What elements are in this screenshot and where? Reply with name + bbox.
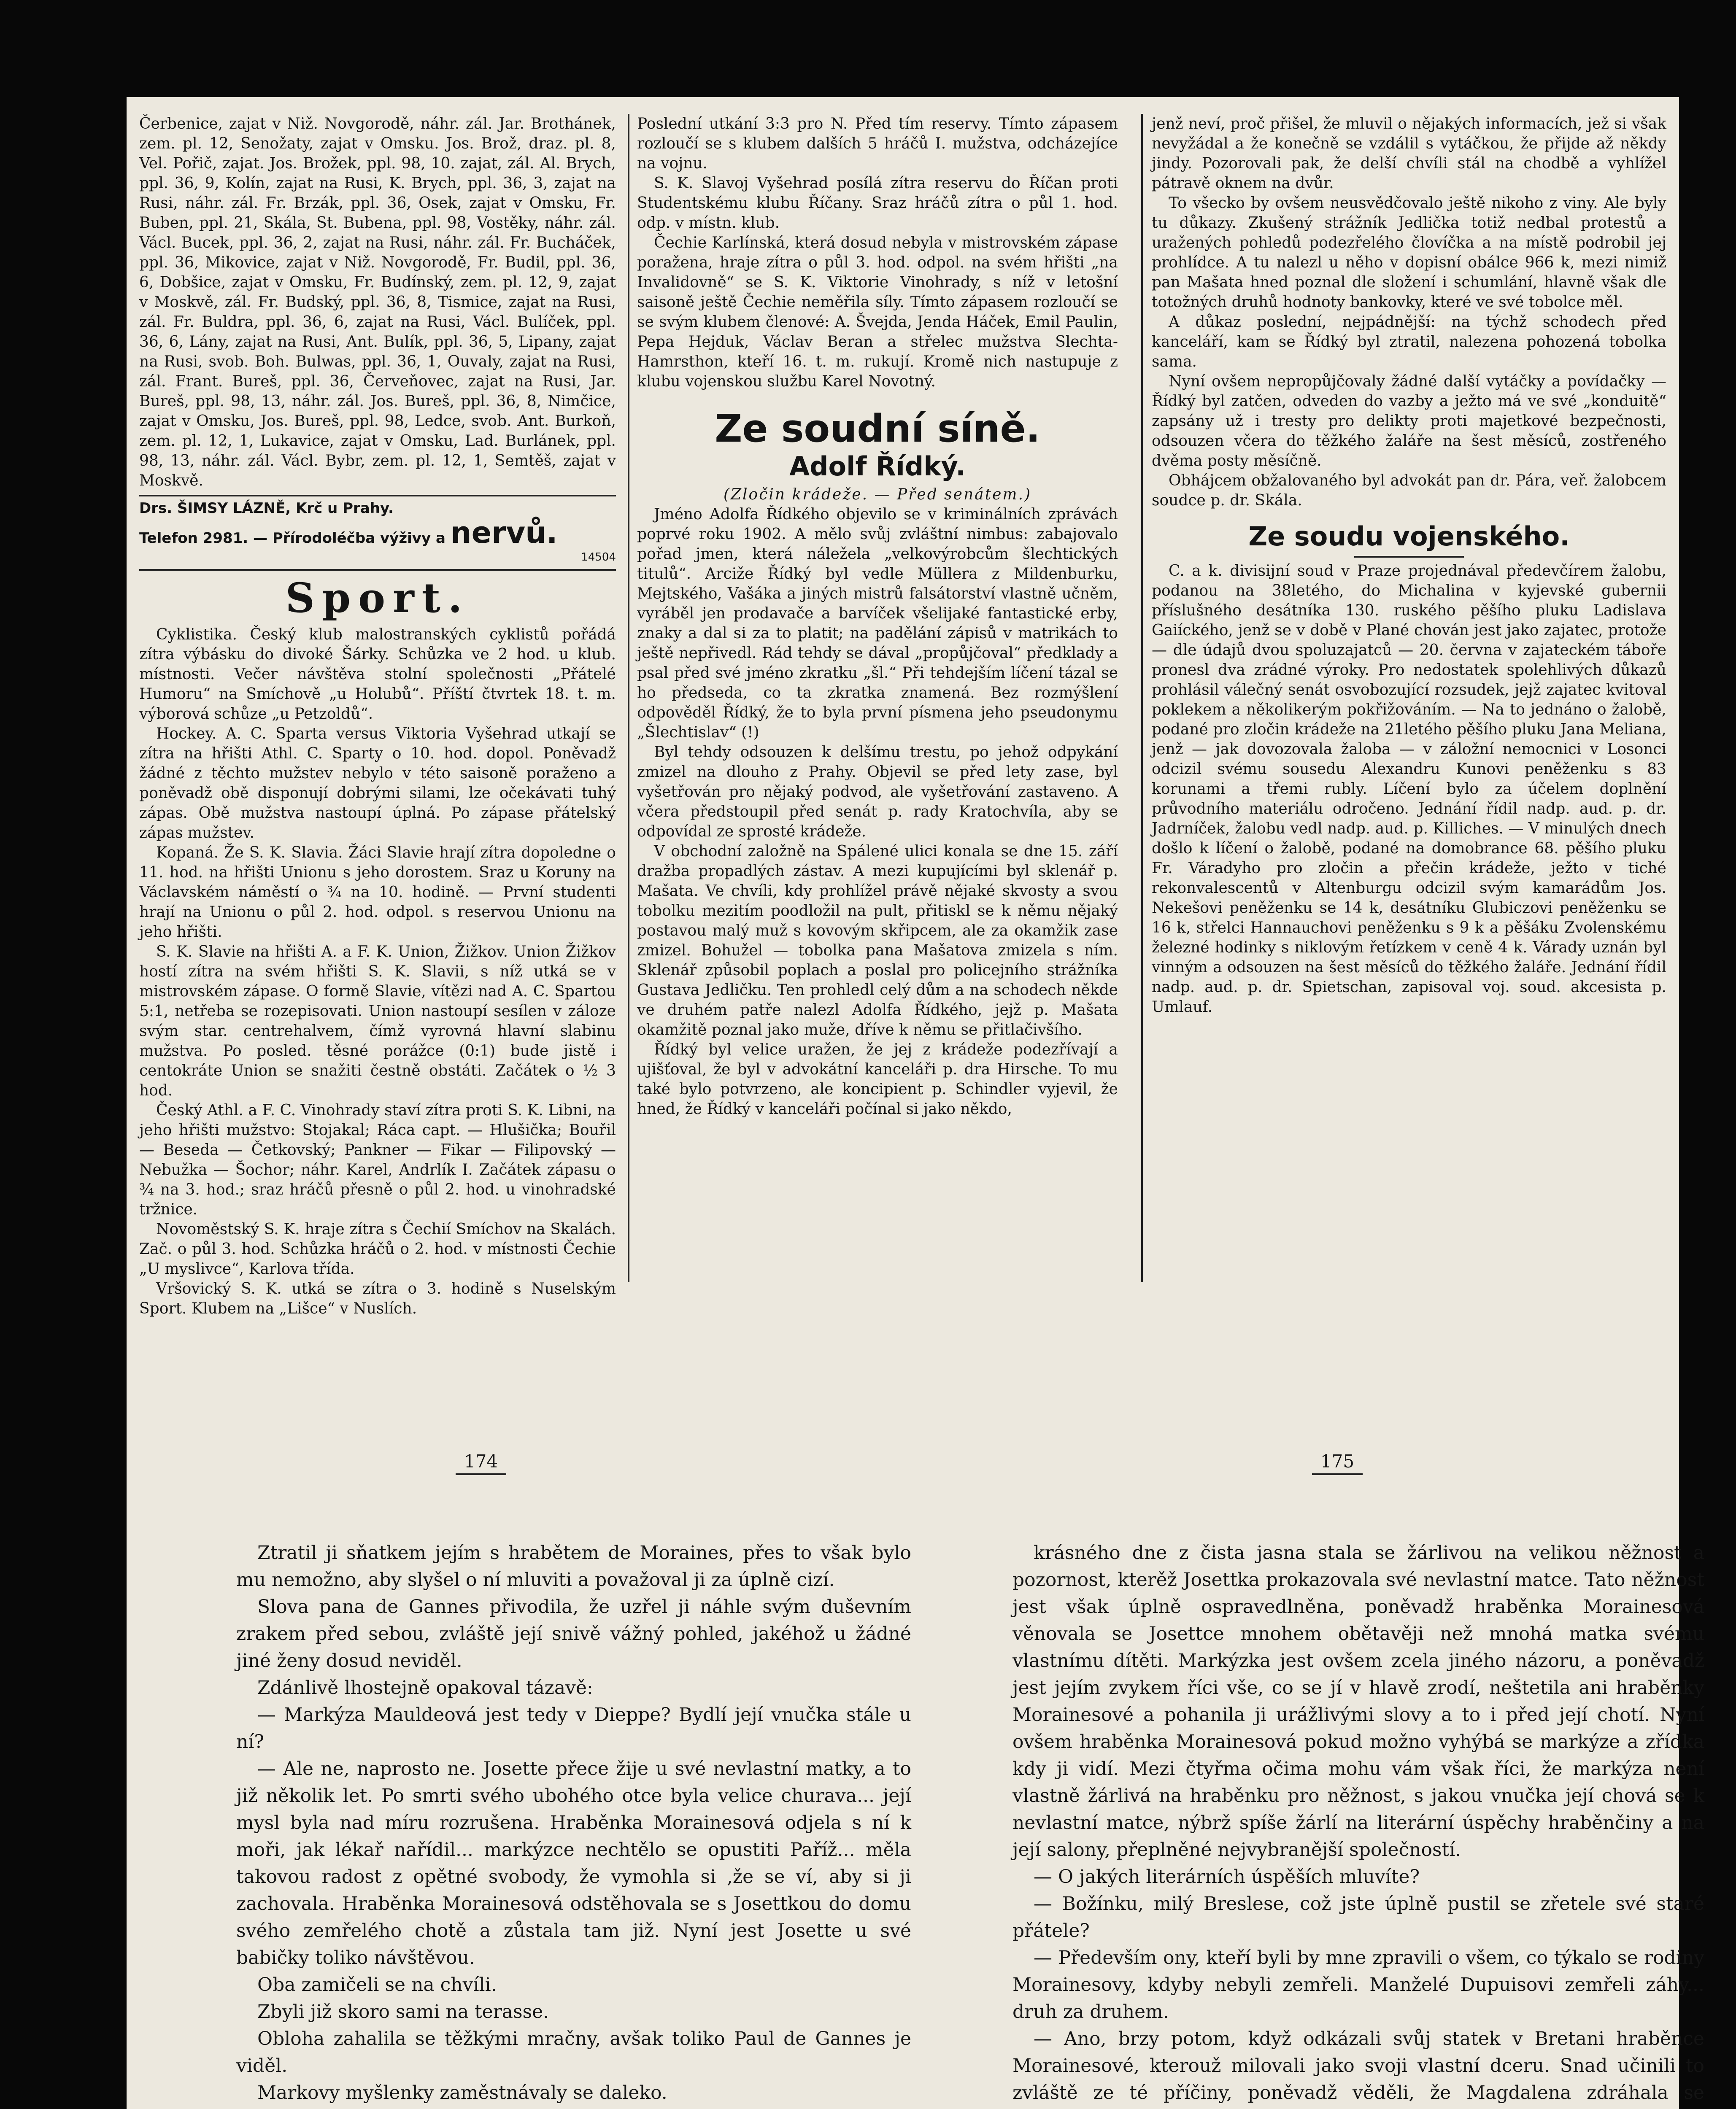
article-paragraph: Jméno Adolfa Řídkého objevilo se v kriminálních zprávách poprvé roku 1902. A mělo svůj zvláštní nimbus: zabajovalo pořad jmen, která náležela „velkovýrobcům šlechtických titulů“. Arciže Řídký byl vedle Müllera z Mildenburku, Mejtského, Vašáka a jiných mistrů falsátorství vlastně učněm, vyráběl jen prodavače a barvíček všelijaké fantastické erby, znaky a dal si za to platit; na padělání zápisů v matrikách to ještě nepřivedl. Rád tehdy se dával „propůjčoval“ předklady a psal před své jméno zkratku „šl.“ Při tehdejším líčení tázal se ho předseda, co ta zkratka znamená. Bez rozmýšlení odpověděl Řídký, že to byla první písmena jeho pseudonymu „Šlechtislav“ (!) [637, 506, 1118, 741]
article-paragraph: Poslední utkání 3:3 pro N. Před tím reservy. Tímto zápasem rozloučí se s klubem dalších 5 hráčů I. mužstva, odcházejíce na vojnu. [637, 115, 1118, 172]
sport-paragraph: Cyklistika. Český klub malostranských cyklistů pořádá zítra výbásku do divoké Šárky. Schůzka ve 2 hod. u klub. místnosti. Večer návštěva stolní společnosti „Přátelé Humoru“ na Smíchově „u Holubů“. Příští čtvrtek 18. t. m. výborová schůze „u Petzoldů“. [139, 626, 616, 723]
newspaper-upper-section [139, 114, 1666, 1358]
page-number-right [1312, 1451, 1363, 1475]
page-number-left [456, 1451, 506, 1475]
novel-paragraph: Zbyli již skoro sami na terasse. [257, 2001, 549, 2023]
column-3 [1152, 114, 1666, 1017]
sport-paragraph: Vršovický S. K. utká se zítra o 3. hodině s Nuselským Sport. Klubem na „Lišce“ v Nuslích. [139, 1280, 616, 1317]
advertisement [139, 495, 616, 571]
article-paragraph: Obhájcem obžalovaného byl advokát pan dr. Pára, veř. žalobcem soudce p. dr. Skála. [1152, 472, 1666, 509]
sport-paragraph: Hockey. A. C. Sparta versus Viktoria Vyšehrad utkají se zítra na hřišti Athl. C. Sparty o 10. hod. dopol. Poněvadž žádné z těchto mužstev nebylo v této saisoně poraženo a poněvadž obě disponují dobrými silami, lze očekávati tuhý zápas. Obě mužstva nastoupí úplná. Po zápase přátelský zápas mužstev. [139, 725, 616, 841]
casualty-list: Čerbenice, zajat v Niž. Novgorodě, náhr. zál. Jar. Brothánek, zem. pl. 12, Senožaty, zajat v Omsku. Jos. Brož, draz. pl. 8, Vel. Pořič, zajat. Jos. Brožek, ppl. 98, 10. zajat, zál. Al. Brych, ppl. 36, 9, Kolín, zajat na Rusi, K. Brych, ppl. 36, 3, zajat na Rusi, náhr. zál. Fr. Brzák, ppl. 36, Osek, zajat v Omsku, Fr. Buben, ppl. 21, Skála, St. Bubena, ppl. 98, Vostěky, náhr. zál. Václ. Bucek, ppl. 36, 2, zajat na Rusi, náhr. zál. Fr. Bucháček, ppl. 36, Mikovice, zajat v Niž. Novgorodě, Fr. Budil, ppl. 36, 6, Dobšice, zajat v Omsku, Fr. Budínský, zem. pl. 12, 9, zajat v Moskvě, zál. Fr. Budský, ppl. 36, 8, Tismice, zajat na Rusi, zál. Fr. Buldra, ppl. 36, 6, zajat na Rusi, Václ. Bulíček, ppl. 36, 6, Lány, zajat na Rusi, Ant. Bulík, ppl. 36, 5, Lipany, zajat na Rusi, svob. Boh. Bulwas, ppl. 36, 1, Ouvaly, zajat na Rusi, zál. Frant. Bureš, ppl. 36, Červeňovec, zajat na Rusi, Jar. Bureš, ppl. 98, 13, náhr. zál. Jos. Bureš, ppl. 36, 8, Nimčice, zajat v Omsku, Jos. Bureš, ppl. 98, Ledce, svob. Ant. Burkoň, zem. pl. 12, 1, Lukavice, zajat v Omsku, Lad. Burlánek, ppl. 98, 13, náhr. zál. Václ. Bybr, zem. pl. 12, 1, Semtěš, zajat v Moskvě. [139, 115, 616, 489]
sport-paragraph: Novoměstský S. K. hraje zítra s Čechií Smíchov na Skalách. Zač. o půl 3. hod. Schůzka hráčů o 2. hod. v místnosti Čechie „U myslivce“, Karlova třída. [139, 1221, 616, 1278]
column-divider [628, 114, 629, 1282]
novel-paragraph: — Především ony, kteří byli by mne zpravili o všem, co týkalo se rodiny Morainesovy, kdyby nebyli zemřeli. Manželé Dupuisovi zemřeli záhy... druh za druhem. [1012, 1947, 1704, 2023]
article-paragraph: C. a k. divisijní soud v Praze projednával předevčírem žalobu, podanou na 38letého, do Michalina v kyjevské gubernii příslušného desátníka 130. ruského pěšího pluku Ladislava Gaiíckého, jenž se v době v Plané chován jest jako zajatec, protože — dle údajů dvou spoluzajatců — 20. června v zajateckém táboře pronesl dva zrádné výroky. Pro nedostatek spolehlivých důkazů prohlásil válečný senát osvobozující rozsudek, jejž zajatec kvitoval poklekem a několikerým pokřižováním. — Na to jednáno o žalobě, podané pro zločin krádeže na 21letého pěšího pluku Jana Meliana, jenž — jak dovozovala žaloba — v záložní nemocnici v Losonci odcizil svému sousedu Alexandru Kunovi peněženku s 83 korunami a třemi rubly. Líčení bylo za účelem doplnění průvodního materiálu odročeno. Jednání řídil nadp. aud. p. dr. Jadrníček, žalobu vedl nadp. aud. p. Killiches. — V minulých dnech došlo k líčení o žalobě, podané na domobrance 68. pěšího pluku Fr. Váradyho pro zločin a přečin krádeže, ježto v tiché rekonvalescentů v Altenburgu odcizil svým kamarádům Jos. Nekešovi peněženku se 14 k, desátníku Glubiczovi peněženku se 16 k, střelci Hannauchovi peněženku s 9 k a pěšáku Zvolenskému železné hodinky s niklovým řetízkem v ceně 4 k. Várady uznán byl vinným a odsouzen na šest měsíců do těžkého žaláře. Jednání řídil nadp. aud. p. dr. Spietschan, zapisoval voj. soud. akcesista p. Umlauf. [1152, 562, 1666, 1016]
ad-code: 14504 [581, 551, 616, 564]
page-number-right-text: 175 [1312, 1451, 1363, 1475]
sport-paragraph: Český Athl. a F. C. Vinohrady staví zítra proti S. K. Libni, na jeho hřišti mužstvo: Stojakal; Ráca capt. — Hlušička; Bouřil — Beseda — Četkovský; Pankner — Fikar — Filipovský — Nebužka — Šochor; náhr. Karel, Andrlík I. Začátek zápasu o ¾ na 3. hod.; sraz hráčů přesně o půl 2. hod. u vinohradské tržnice. [139, 1102, 616, 1218]
military-court-heading-text: Ze soudu vojenského. [1248, 521, 1570, 552]
article-paragraph: Řídký byl velice uražen, že jej z krádeže podezřívají a ujišťoval, že byl v advokátní kanceláři p. dra Hirsche. To mu také bylo potvrzeno, ale koncipient p. Schindler vyjevil, že hned, že Řídký v kanceláři počínal si jako někdo, [637, 1041, 1118, 1118]
novel-paragraph: Zdánlivě lhostejně opakoval tázavě: [257, 1677, 593, 1699]
article-title: Adolf Řídký. [789, 451, 966, 482]
article-paragraph: jenž neví, proč přišel, že mluvil o nějakých informacích, jež si však nevyžádal a že konečně se vzdálil s vytáčkou, že přijde až někdy jindy. Pozorovali pak, že delší chvíli stál na chodbě a vyhlížel pátravě oknem na dvůr. [1152, 115, 1666, 192]
article-paragraph: To všecko by ovšem neusvědčovalo ještě nikoho z viny. Ale byly tu důkazy. Zkušený strážník Jedlička totiž nedbal protestů a uražených pohledů podezřelého človíčka a na místě podrobil jej prohlídce. A tu nalezl u něho v dopisní obálce 966 k, mezi nimiž pan Mašata hned poznal dle složení i schumlání, hlavně však dle totožných druhů hodnoty bankovky, které ve své tobolce měl. [1152, 194, 1666, 311]
court-section-heading: Ze soudní síně. [715, 407, 1040, 451]
novel-paragraph: — O jakých literárních úspěších mluvíte? [1034, 1866, 1420, 1888]
novel-paragraph: krásného dne z čista jasna stala se žárlivou na velikou něžnost a pozornost, kterěž Josettka prokazovala své nevlastní matce. Tato něžnost jest však úplně ospravedlněna, poněvadž hraběnka Morainesová věnovala se Josettce mnohem obětavěji než mnohá matka svému vlastnímu dítěti. Markýzka jest ovšem zcela jiného názoru, a poněvadž jest jejím zvykem říci vše, co se jí v hlavě zrodí, neštetila ani hraběnky Morainesové a pohanila ji urážlivými slovy a to i před její chotí. Nyní ovšem hraběnka Morainesová pokud možno vyhýbá se markýze a zřídka kdy ji vidí. Mezi čtyřma očima mohu vám však říci, že markýza není vlastně žárlivá na hraběnku pro něžnost, s jakou vnučka její chová se k nevlastní matce, nýbrž spíše žárlí na literární úspěchy hraběnčiny a na její salony, přeplněné nejvybranější společností. [1012, 1542, 1704, 1861]
novel-paragraph: — Božínku, milý Breslese, což jste úplně pustil se zřetele své staré přátele? [1012, 1893, 1704, 1942]
article-paragraph: Čechie Karlínská, která dosud nebyla v mistrovském zápase poražena, hraje zítra o půl 3. hod. odpol. na svém hřišti „na Invalidovně“ se S. K. Viktorie Vinohrady, s níž v letošní saisoně ještě Čechie neměřila síly. Tímto zápasem rozloučí se se svým klubem členové: A. Švejda, Jenda Háček, Emil Paulin, Pepa Hejduk, Václav Beran a střelec mužstva Slechta-Hamrsthon, kteří 16. t. m. rukují. Kromě nich nastupuje z klubu vojenskou službu Karel Novotný. [637, 234, 1118, 390]
article-deck: (Zločin krádeže. — Před senátem.) [723, 486, 1032, 503]
novel-column-right [1012, 1540, 1704, 2109]
column-divider [1141, 114, 1143, 1282]
novel-column-left [236, 1540, 911, 2109]
novel-paragraph: — Ano, brzy potom, když odkázali svůj statek v Bretani hraběnce Morainesové, kterouž milovali jako svoji vlastní dceru. Snad učinili to zvláště ze té příčiny, poněvadž věděli, že Magdalena zdráhala se [1012, 2028, 1704, 2104]
newspaper-page [127, 97, 1704, 2109]
novel-paragraph: — Markýza Mauldeová jest tedy v Dieppe? Bydlí její vnučka stále u ní? [236, 1704, 911, 1753]
military-court-heading [1152, 520, 1666, 558]
heading-underline [1354, 556, 1464, 558]
column-2 [637, 114, 1118, 1119]
novel-paragraph: Ztratil ji sňatkem jejím s hrabětem de Moraines, přes to však bylo mu nemožno, aby slyšel o ní mluviti a považoval ji za úplně cizí. [236, 1542, 911, 1591]
ad-big-word: nervů. [450, 515, 558, 550]
page-number-left-text: 174 [456, 1451, 506, 1475]
novel-paragraph [236, 2106, 911, 2109]
article-paragraph: A důkaz poslední, nejpádnější: na týchž schodech před kanceláří, kam se Řídký byl ztratil, nalezena pohozená tobolka sama. [1152, 313, 1666, 370]
ad-line-2 [139, 515, 616, 550]
novel-paragraph: Oba zamičeli se na chvíli. [257, 1974, 497, 1996]
sport-paragraph: S. K. Slavie na hřišti A. a F. K. Union, Žižkov. Union Žižkov hostí zítra na svém hřišti S. K. Slavii, s níž utká se v mistrovském zápase. O formě Slavie, vítězi nad A. C. Spartou 5:1, netřeba se rozepisovati. Union nastoupí sesílen v záloze svým star. centrehalvem, čímž vyrovná hlavní slabinu mužstva. Po posled. těsné porážce (0:1) bude jistě i centokráte Union se snažiti čestně obstáti. Začátek o ½ 3 hod. [139, 943, 616, 1099]
novel-paragraph: Obloha zahalila se těžkými mračny, avšak toliko Paul de Gannes je viděl. [236, 2028, 911, 2077]
article-paragraph: Byl tehdy odsouzen k delšímu trestu, po jehož odpykání zmizel na dlouho z Prahy. Objevil se před lety zase, byl vyšetřován pro nějaký podvod, ale vyšetřování zastaveno. A včera předstoupil před senát p. rady Kratochvíla, aby se odpovídal ze sprosté krádeže. [637, 744, 1118, 840]
ad-line-2-text: Telefon 2981. — Přírodoléčba výživy a [139, 530, 445, 547]
article-paragraph: S. K. Slavoj Vyšehrad posílá zítra reservu do Říčan proti Studentskému klubu Říčany. Sraz hráčů zítra o půl 1. hod. odp. v místn. klub. [637, 175, 1118, 232]
sport-heading: Sport. [285, 574, 470, 622]
novel-paragraph: Slova pana de Gannes přivodila, že uzřel ji náhle svým duševním zrakem před sebou, zvláště její snivě vážný pohled, jakéhož u žádné jiné ženy dosud neviděl. [236, 1596, 911, 1672]
article-paragraph: V obchodní založně na Spálené ulici konala se dne 15. září dražba propadlých zástav. A mezi kupujícími byl sklenář p. Mašata. Ve chvíli, kdy prohlížel právě nějaké skvosty a svou tobolku mezitím poodložil na pult, přitiskl se k němu nějaký postavou malý muž s kovovým skřipcem, ale za okamžik zase zmizel. Bohužel — tobolka pana Mašatova zmizela s ním. Sklenář způsobil poplach a poslal pro policejního strážníka Gustava Jedličku. Ten prohledl celý dům a na schodech někde ve druhém patře nalezl Adolfa Řídkého, jejž p. Mašata okamžitě poznal jako muže, dříve k němu se přitlačivšího. [637, 843, 1118, 1038]
novel-paragraph: Markovy myšlenky zaměstnávaly se daleko. [257, 2082, 667, 2104]
ad-line-1: Drs. ŠIMSY LÁZNĚ, Krč u Prahy. [139, 500, 394, 517]
column-1 [139, 114, 616, 1319]
novel-paragraph: — Ale ne, naprosto ne. Josette přece žije u své nevlastní matky, a to již několik let. Po smrti svého ubohého otce byla velice churava... její mysl byla nad míru rozrušena. Hraběnka Morainesová odjela s ní k moři, jak lékař nařídil... markýzce nechtělo se opustiti Paříž... měla takovou radost z opětné svobody, že vymohla si ,že se ví, aby si ji zachovala. Hraběnka Morainesová odstěhovala se s Josettkou do domu svého zemřelého chotě a zůstala tam již. Nyní jest Josette u své babičky toliko návštěvou. [236, 1758, 911, 1969]
article-paragraph: Nyní ovšem nepropůjčovaly žádné další vytáčky a povídačky — Řídký byl zatčen, odveden do vazby a ježto má ve své „konduitě“ zapsány už i tresty pro delikty proti majetkové bezpečnosti, odsouzen včera do těžkého žaláře na šest měsíců, zostřeného dvěma posty měsíčně. [1152, 373, 1666, 469]
sport-paragraph: Kopaná. Že S. K. Slavia. Žáci Slavie hrají zítra dopoledne o 11. hod. na hřišti Unionu s jeho dorostem. Sraz u Koruny na Václavském náměstí o ¾ na 10. hodině. — První studenti hrají na Unionu o půl 2. hod. odpol. s reservou Unionu na jeho hřišti. [139, 844, 616, 941]
